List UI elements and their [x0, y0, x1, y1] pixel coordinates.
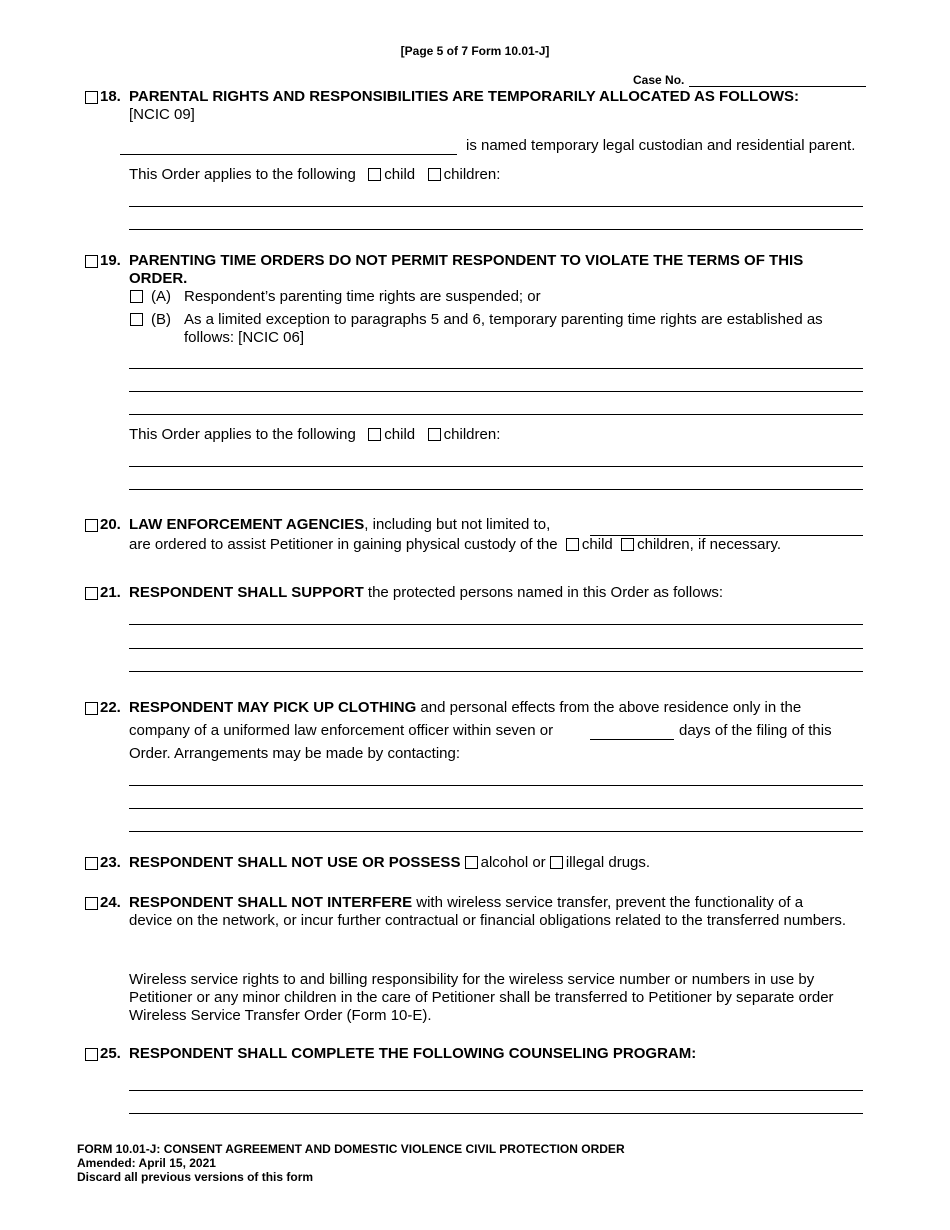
section-23-number: 23. — [100, 854, 121, 871]
section-20-children-checkbox[interactable] — [621, 538, 634, 551]
footer-form-title: FORM 10.01-J: CONSENT AGREEMENT AND DOMESTIC VIOLENCE CIVIL PROTECTION ORDER — [77, 1142, 625, 1156]
page-label: [Page 5 of 7 Form 10.01-J] — [400, 44, 550, 58]
blank-line[interactable] — [129, 206, 863, 207]
section-19-checkbox[interactable] — [85, 255, 98, 268]
blank-line[interactable] — [129, 368, 863, 369]
section-23-line — [129, 854, 650, 872]
blank-line[interactable] — [129, 489, 863, 490]
section-21-text: the protected persons named in this Order as follows: — [363, 584, 724, 601]
child-label: child — [384, 426, 416, 443]
section-22-line1 — [129, 699, 801, 717]
child-label: child — [384, 166, 416, 183]
blank-line[interactable] — [129, 1090, 863, 1091]
section-20-line2 — [129, 536, 781, 554]
section-20-title: LAW ENFORCEMENT AGENCIES — [129, 516, 365, 533]
blank-line[interactable] — [129, 229, 863, 230]
section-18-children-checkbox[interactable] — [428, 168, 441, 181]
section-18-ncic: [NCIC 09] — [129, 106, 195, 123]
blank-line[interactable] — [129, 414, 863, 415]
section-24-text-block — [129, 894, 849, 930]
drugs-checkbox[interactable] — [550, 856, 563, 869]
section-18-applies — [129, 166, 500, 184]
section-18-title: PARENTAL RIGHTS AND RESPONSIBILITIES ARE TEMPORARILY ALLOCATED AS FOLLOWS: — [129, 88, 800, 105]
section-19b-text: As a limited exception to paragraphs 5 and 6, temporary parenting time rights are established as follows: [NCIC 06] — [184, 311, 823, 346]
blank-line[interactable] — [129, 391, 863, 392]
section-22-text3: Order. Arrangements may be made by contacting: — [129, 745, 461, 762]
blank-line[interactable] — [129, 624, 863, 625]
section-23-title: RESPONDENT SHALL NOT USE OR POSSESS — [129, 854, 461, 871]
blank-line[interactable] — [129, 671, 863, 672]
blank-line[interactable] — [129, 466, 863, 467]
applies-text: This Order applies to the following — [129, 166, 356, 183]
section-19a-label: (A) — [151, 288, 171, 305]
section-21-title: RESPONDENT SHALL SUPPORT — [129, 584, 364, 601]
section-22-text2b: days of the filing of this — [679, 722, 832, 739]
child-label: child — [581, 536, 613, 553]
custodian-text: is named temporary legal custodian and residential parent. — [466, 137, 856, 154]
section-22-title: RESPONDENT MAY PICK UP CLOTHING — [129, 699, 417, 716]
section-20-checkbox[interactable] — [85, 519, 98, 532]
section-20-line1 — [129, 516, 550, 534]
blank-line[interactable] — [129, 1113, 863, 1114]
case-no-label: Case No. — [633, 73, 685, 87]
section-18-number: 18. — [100, 88, 121, 105]
section-19a-checkbox[interactable] — [130, 290, 143, 303]
blank-line[interactable] — [129, 785, 863, 786]
case-no-field[interactable] — [689, 86, 866, 87]
section-22-checkbox[interactable] — [85, 702, 98, 715]
blank-line[interactable] — [129, 648, 863, 649]
section-19-child-checkbox[interactable] — [368, 428, 381, 441]
section-19-applies — [129, 426, 500, 444]
blank-line[interactable] — [129, 831, 863, 832]
section-19b-checkbox[interactable] — [130, 313, 143, 326]
section-19a-text: Respondent’s parenting time rights are suspended; or — [184, 288, 541, 305]
section-21-number: 21. — [100, 584, 121, 601]
days-field[interactable] — [590, 739, 674, 740]
section-25-number: 25. — [100, 1045, 121, 1062]
section-25-checkbox[interactable] — [85, 1048, 98, 1061]
children-label: children: — [443, 166, 501, 183]
alcohol-checkbox[interactable] — [465, 856, 478, 869]
section-21-checkbox[interactable] — [85, 587, 98, 600]
section-20-text2: are ordered to assist Petitioner in gaining physical custody of the — [129, 536, 558, 553]
section-22-text2a: company of a uniformed law enforcement officer within seven or — [129, 722, 554, 739]
section-20-text1: , including but not limited to, — [364, 516, 551, 533]
custodian-name-field[interactable] — [120, 154, 457, 155]
section-24-text: with wireless service transfer, prevent the functionality of a device on the network, or incur further contractual or financial obligations related to the transferred numbers. — [129, 894, 847, 929]
section-24-para: Wireless service rights to and billing responsibility for the wireless service number or numbers in use by Petitioner or any minor children in the care of Petitioner shall be transferred to Petitioner by separate order Wireless Service Transfer Order (Form 10-E). — [129, 971, 834, 1024]
section-18-child-checkbox[interactable] — [368, 168, 381, 181]
section-24-checkbox[interactable] — [85, 897, 98, 910]
section-23-checkbox[interactable] — [85, 857, 98, 870]
section-25-title: RESPONDENT SHALL COMPLETE THE FOLLOWING COUNSELING PROGRAM: — [129, 1045, 697, 1062]
section-19-children-checkbox[interactable] — [428, 428, 441, 441]
children-label: children: — [443, 426, 501, 443]
children-label: children, if necessary. — [637, 536, 782, 553]
section-19-title: PARENTING TIME ORDERS DO NOT PERMIT RESPONDENT TO VIOLATE THE TERMS OF THIS ORDER. — [129, 252, 804, 287]
section-19b-label: (B) — [151, 311, 171, 328]
footer-discard: Discard all previous versions of this form — [77, 1170, 314, 1184]
section-20-child-checkbox[interactable] — [566, 538, 579, 551]
section-22-number: 22. — [100, 699, 121, 716]
alcohol-label: alcohol or — [480, 854, 546, 871]
section-21-line — [129, 584, 723, 602]
blank-line[interactable] — [129, 808, 863, 809]
section-19-number: 19. — [100, 252, 121, 269]
drugs-label: illegal drugs. — [565, 854, 651, 871]
section-24-number: 24. — [100, 894, 121, 911]
section-22-text1: and personal effects from the above residence only in the — [416, 699, 802, 716]
section-24-title: RESPONDENT SHALL NOT INTERFERE — [129, 894, 413, 911]
section-18-checkbox[interactable] — [85, 91, 98, 104]
section-20-number: 20. — [100, 516, 121, 533]
footer-amended: Amended: April 15, 2021 — [77, 1156, 216, 1170]
applies-text: This Order applies to the following — [129, 426, 356, 443]
